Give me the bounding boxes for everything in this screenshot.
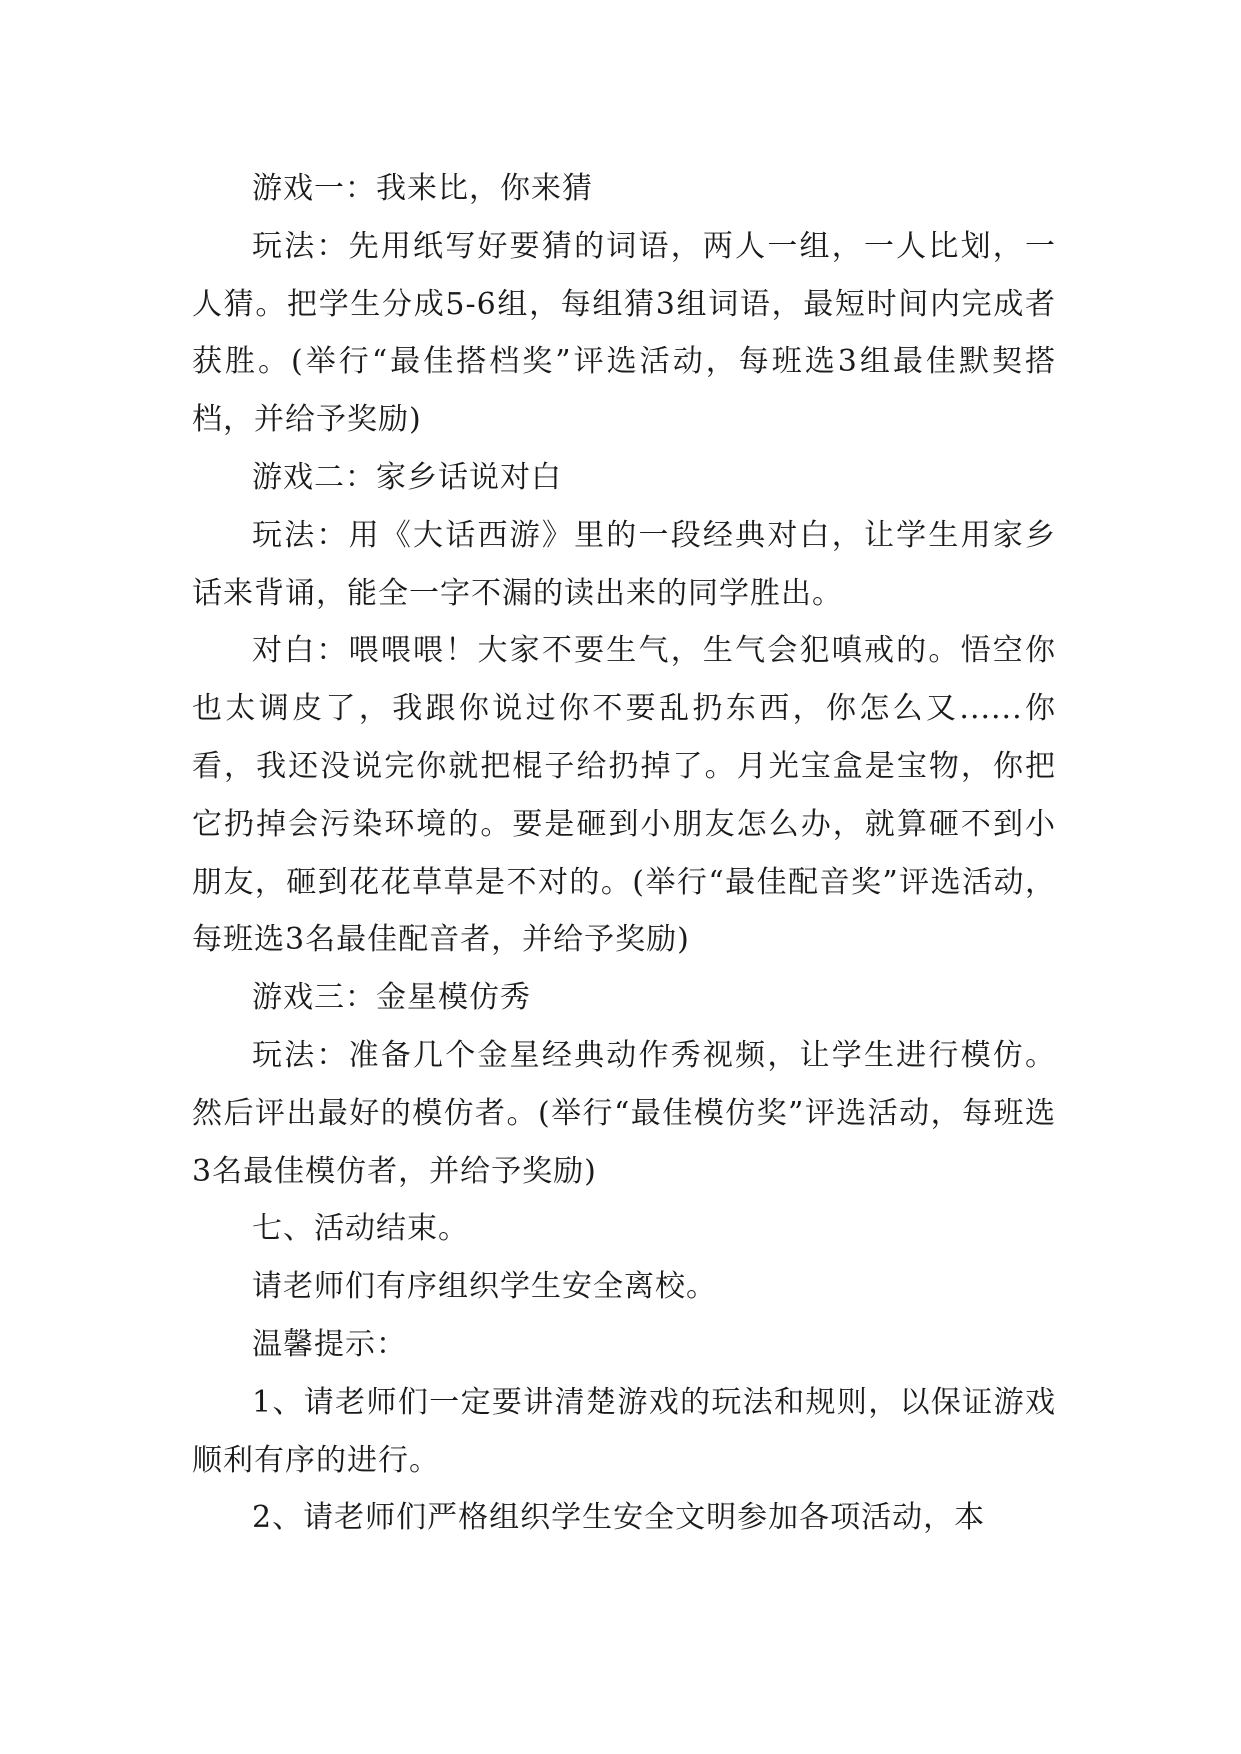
document-body [192,160,1056,1547]
paragraph-tips-heading: 温馨提示： [252,1326,407,1362]
paragraph-game-one-rules: 玩法：先用纸写好要猜的词语，两人一组，一人比划，一人猜。把学生分成5-6组，每组猜3组词语，最短时间内完成者获胜。(举行“最佳搭档奖”评选活动，每班选3组最佳默契搭档，并给予奖励) [192,228,1056,438]
paragraph-dismissal: 请老师们有序组织学生安全离校。 [252,1269,717,1305]
paragraph-section-seven: 七、活动结束。 [252,1211,469,1247]
paragraph-game-three-rules: 玩法：准备几个金星经典动作秀视频，让学生进行模仿。然后评出最好的模仿者。(举行“最佳模仿奖”评选活动，每班选3名最佳模仿者，并给予奖励) [192,1037,1056,1189]
paragraph-game-three-title: 游戏三：金星模仿秀 [252,980,531,1016]
paragraph-game-one-title: 游戏一：我来比，你来猜 [252,171,593,206]
paragraph-tip-one: 1、请老师们一定要讲清楚游戏的玩法和规则，以保证游戏顺利有序的进行。 [192,1384,1056,1478]
paragraph-tip-two: 2、请老师们严格组织学生安全文明参加各项活动，本 [252,1500,986,1536]
paragraph-game-two-rules: 玩法：用《大话西游》里的一段经典对白，让学生用家乡话来背诵，能全一字不漏的读出来的同学胜出。 [192,517,1056,611]
paragraph-game-two-dialogue: 对白：喂喂喂！大家不要生气，生气会犯嗔戒的。悟空你也太调皮了，我跟你说过你不要乱扔东西，你怎么又......你看，我还没说完你就把棍子给扔掉了。月光宝盒是宝物，你把它扔掉会污染环境的。要是砸到小朋友怎么办，就算砸不到小朋友，砸到花花草草是不对的。(举行“最佳配音奖”评选活动，每班选3名最佳配音者，并给予奖励) [192,633,1056,958]
paragraph-game-two-title: 游戏二：家乡话说对白 [252,459,562,495]
